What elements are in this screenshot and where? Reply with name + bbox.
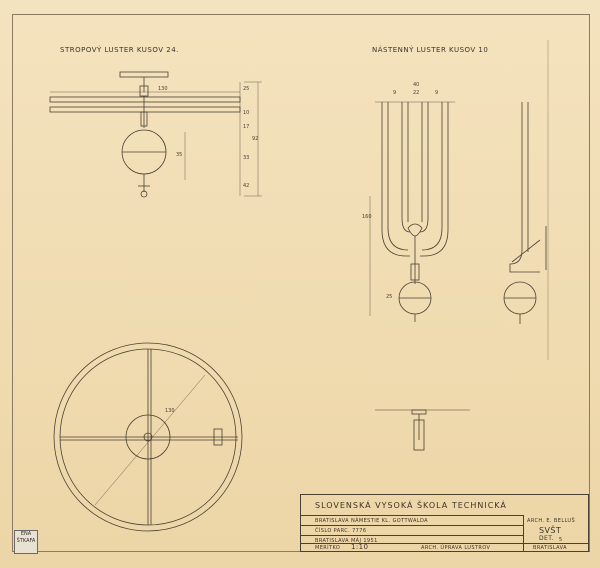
stamp-line-2: ŠTKAFA bbox=[16, 538, 36, 544]
ceiling-ring-bottom bbox=[50, 107, 240, 112]
dim-wall-h2: 25 bbox=[386, 294, 393, 300]
dim-ceiling-d3: 17 bbox=[243, 124, 250, 130]
dim-wall-height: 160 bbox=[362, 214, 372, 220]
school-code: SVŠT bbox=[539, 526, 562, 535]
wall-sconce-title: NÁSTENNÝ LUSTER KUSOV 10 bbox=[372, 46, 489, 54]
dim-plan-diameter: 130 bbox=[165, 408, 175, 414]
date: BRATISLAVA MÁJ 1951 bbox=[315, 538, 378, 544]
city: BRATISLAVA bbox=[533, 545, 567, 551]
dim-ceiling-d4: 92 bbox=[252, 136, 259, 142]
dim-wall-w3: 9 bbox=[435, 90, 439, 96]
dim-ceiling-d7: 42 bbox=[243, 183, 250, 189]
sheet-label: DET. bbox=[539, 535, 554, 542]
dim-ceiling-d2: 10 bbox=[243, 110, 250, 116]
dim-ceiling-width: 130 bbox=[158, 86, 168, 92]
school-name: SLOVENSKÁ VYSOKÁ ŠKOLA TECHNICKÁ bbox=[315, 501, 507, 510]
architect-name: ARCH. E. BELLUŠ bbox=[527, 518, 576, 524]
scale-value: 1:10 bbox=[351, 543, 369, 551]
ceiling-ring-top bbox=[50, 97, 240, 102]
title-block bbox=[300, 494, 589, 552]
dim-wall-w2: 22 bbox=[413, 90, 420, 96]
sconce-ornament bbox=[408, 224, 422, 236]
architect-task: ARCH. ÚPRAVA LUSTROV bbox=[421, 545, 491, 551]
parcel-number: ČÍSLO PARC. 7776 bbox=[315, 528, 367, 534]
ceiling-chandelier-title: STROPOVÝ LUSTER KUSOV 24. bbox=[60, 46, 179, 54]
dim-ceiling-d5: 35 bbox=[176, 152, 183, 158]
stamp-line-1: ENA bbox=[20, 531, 32, 537]
dim-ceiling-d6: 33 bbox=[243, 155, 250, 161]
sheet-number: 5 bbox=[559, 537, 563, 543]
archive-stamp bbox=[14, 530, 38, 554]
dim-wall-w1: 9 bbox=[393, 90, 397, 96]
scale-label: MERÍTKO bbox=[315, 545, 341, 551]
dim-ceiling-d1: 25 bbox=[243, 86, 250, 92]
address: BRATISLAVA NÁMESTIE KL. GOTTWALDA bbox=[315, 518, 428, 524]
ceiling-mount-plate bbox=[120, 72, 168, 77]
dim-wall-width: 40 bbox=[413, 82, 420, 88]
